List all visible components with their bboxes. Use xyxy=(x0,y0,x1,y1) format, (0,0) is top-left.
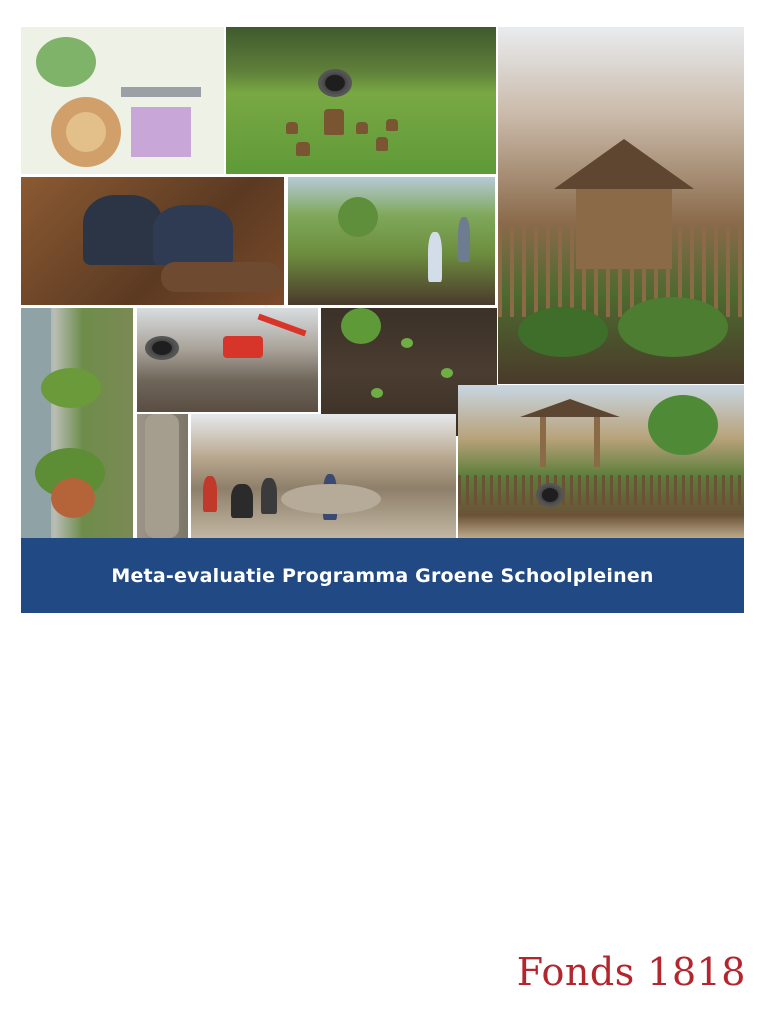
schoolyard-plan-sketch-photo xyxy=(21,27,224,174)
fonds-1818-logo: Fonds 1818 xyxy=(516,950,746,994)
report-title: Meta-evaluatie Programma Groene Schoolpleinen xyxy=(111,564,654,587)
children-playing-in-mulch-photo xyxy=(21,177,284,305)
title-banner xyxy=(21,538,744,613)
children-on-playground-photo xyxy=(191,414,456,538)
pavilion-garden-photo xyxy=(458,385,744,538)
garden-planting-photo xyxy=(288,177,495,305)
planter-along-building-photo xyxy=(21,308,133,538)
grass-hill-stumps-photo xyxy=(226,27,496,174)
excavator-construction-photo xyxy=(137,308,318,412)
wooden-treehouse-photo xyxy=(498,27,744,384)
photo-collage xyxy=(21,27,744,538)
tree-trunk-photo xyxy=(137,414,188,538)
